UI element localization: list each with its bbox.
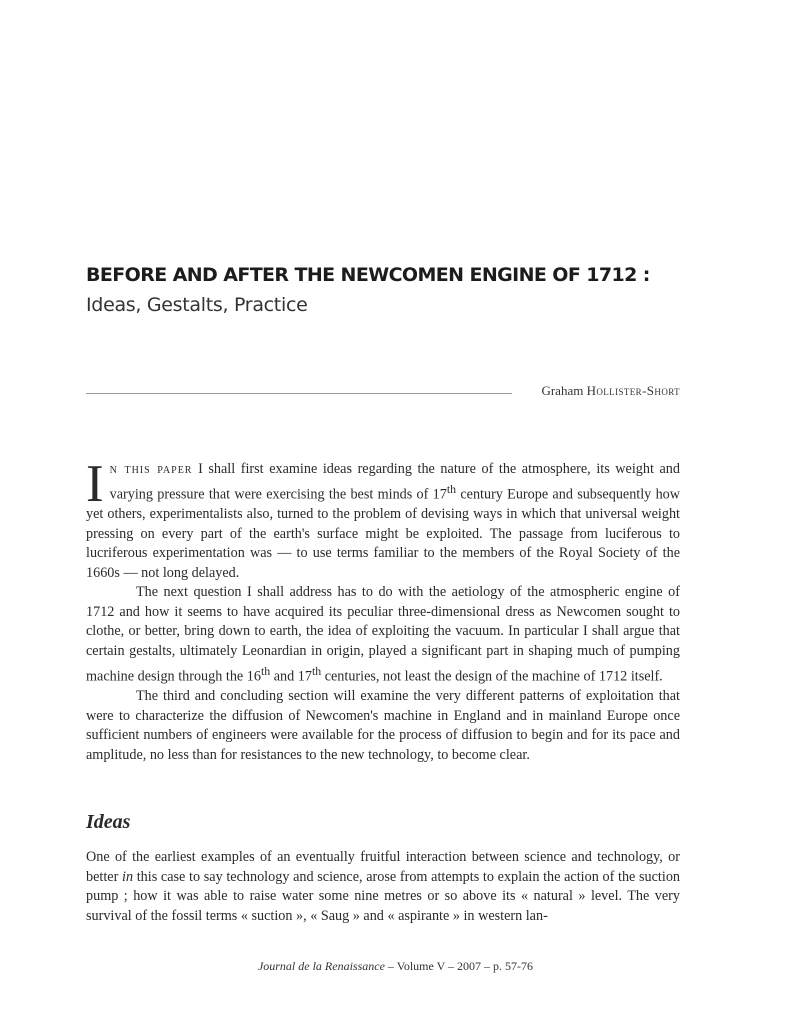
intro-paragraph-2	[86, 583, 680, 687]
intro-p2-text-b: and 17	[270, 668, 312, 685]
superscript: th	[260, 663, 271, 678]
intro-p2-text-c: centuries, not least the design of the machine of 1712 itself.	[321, 668, 663, 685]
article-title: BEFORE AND AFTER THE NEWCOMEN ENGINE OF 1712 :	[86, 264, 650, 286]
section-heading: Ideas	[86, 811, 131, 833]
emphasis: in	[122, 868, 134, 885]
drop-cap: I	[86, 455, 104, 513]
intro-p1-text-end: century Europe and subsequently how yet others, experimentalists also, turned to the problem of devising ways in which that universal weight pressing on every part of the earth's surface might be exploited. The passage from luciferous to lucriferous experimentation was — to use terms familiar to the members of the Royal Society of the 1660s — not long delayed.	[86, 486, 680, 581]
section-p1-text-a: One of the earliest examples of an eventually fruitful interaction between science and technology, or better	[86, 849, 680, 885]
page-footer	[0, 959, 791, 974]
author-last-name: Hollister-Short	[586, 383, 680, 398]
intro-paragraph-1	[86, 455, 680, 583]
article-subtitle: Ideas, Gestalts, Practice	[86, 294, 308, 316]
intro-paragraph-3: The third and concluding section will examine the very different patterns of exploitation that were to characterize the diffusion of Newcomen's machine in England and in mainland Europe once sufficient numbers of engineers were available for the process of diffusion to begin and for its pace and amplitude, no less than for resistances to the new technology, to become clear.	[86, 688, 680, 763]
author-first-name: Graham	[541, 383, 584, 398]
author-rule	[86, 393, 512, 394]
journal-name: Journal de la Renaissance	[257, 959, 385, 973]
journal-details: – Volume V – 2007 – p. 57-76	[384, 959, 534, 973]
section-p1-text-b: this case to say technology and science, arose from attempts to explain the action of the suction pump ; how it was able to raise water some nine metres or so above its « natural » level. The very survival of the fossil terms « suction », « Saug » and « aspirante » in western lan-	[86, 868, 681, 924]
lead-in: n this paper	[109, 461, 193, 477]
superscript: th	[311, 663, 322, 678]
intro-body	[86, 455, 680, 765]
intro-p2-text-a: The next question I shall address has to do with the aetiology of the atmospheric engine of 1712 and how it seems to have acquired its peculiar three-dimensional dress as Newcomen sought to clothe, or better, bring down to earth, the idea of exploiting the vacuum. In particular I shall argue that certain gestalts, ultimately Leonardian in origin, played a significant part in shaping much of pumping machine design through the 16	[86, 584, 680, 685]
section-paragraph-1	[86, 848, 680, 926]
superscript: th	[446, 481, 457, 496]
intro-p1-text: I shall first examine ideas regarding the nature of the atmosphere, its weight and varying pressure that were exercising the best minds of 17	[109, 461, 680, 503]
section-body	[86, 848, 680, 926]
author-name	[525, 383, 680, 399]
